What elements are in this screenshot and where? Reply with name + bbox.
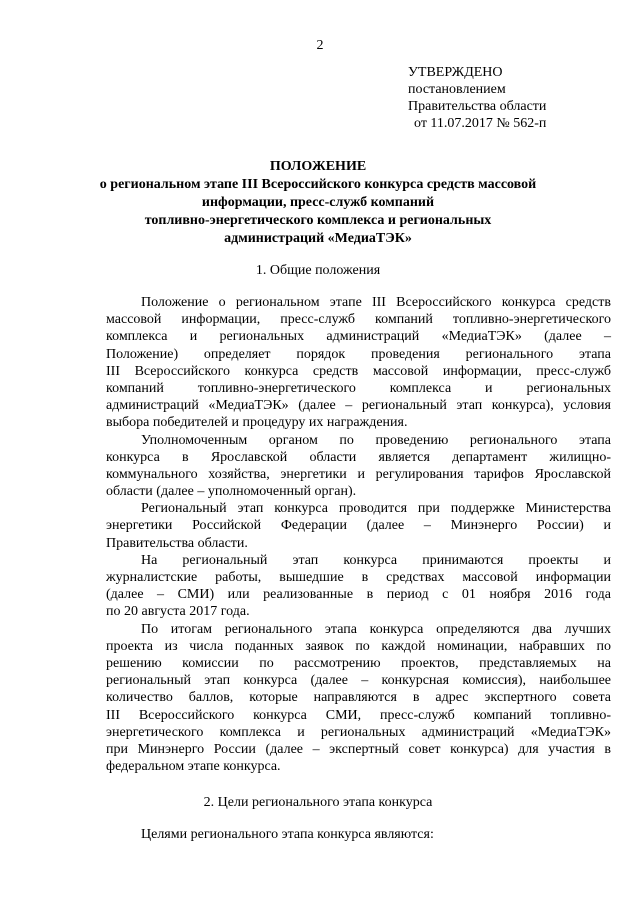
approval-line: от 11.07.2017 № 562-п <box>414 116 547 131</box>
text-line: III Всероссийского конкурса СМИ, пресс-служб компаний топливно- <box>106 707 611 723</box>
text-line: На региональный этап конкурса принимаются проекты и <box>141 552 611 568</box>
text-line: Целями регионального этапа конкурса являются: <box>141 827 434 842</box>
section-heading-goals: 2. Цели регионального этапа конкурса <box>203 795 433 810</box>
text-line: Уполномоченным органом по проведению регионального этапа <box>141 432 611 448</box>
text-line: массовой информации, пресс-служб компаний топливно-энергетического <box>106 312 611 328</box>
title-line: о региональном этапе III Всероссийского конкурса средств массовой <box>99 177 537 192</box>
text-line: Положение) определяет порядок проведения регионального этапа <box>106 346 611 362</box>
page-number: 2 <box>316 38 324 53</box>
title-line: топливно-энергетического комплекса и региональных <box>144 213 492 228</box>
text-line: коммунального хозяйства, энергетики и регулирования тарифов Ярославской <box>106 466 611 482</box>
text-line: Положение о региональном этапе III Всероссийского конкурса средств <box>141 295 611 310</box>
text-line: администраций «МедиаТЭК» (далее – региональный этап конкурса), условия <box>106 398 611 414</box>
text-line: Правительства области. <box>106 535 248 551</box>
text-line: По итогам регионального этапа конкурса определяются два лучших <box>141 621 611 637</box>
text-line: проекта из числа поданных заявок по каждой номинации, набравших по <box>106 638 611 654</box>
text-line: решению комиссии по рассмотрению проектов, представляемых на <box>106 655 611 671</box>
title-line: администраций «МедиаТЭК» <box>224 231 412 246</box>
section-body-general <box>106 294 611 775</box>
approval-line: постановлением <box>408 82 506 97</box>
text-line: по 20 августа 2017 года. <box>106 604 250 620</box>
title-heading: ПОЛОЖЕНИЕ <box>269 159 367 174</box>
section-body-goals <box>106 826 611 843</box>
text-line: конкурса в Ярославской области является департамент жилищно- <box>106 449 611 465</box>
text-line: компаний топливно-энергетического комплекса и региональных <box>106 380 611 396</box>
text-line: энергетического комплекса и региональных администраций «МедиаТЭК» <box>106 724 611 740</box>
text-line: III Всероссийского конкурса средств массовой информации, пресс-служб <box>106 363 611 379</box>
text-line: комплекса и региональных администраций «МедиаТЭК» (далее – <box>106 329 611 345</box>
text-line: области (далее – уполномоченный орган). <box>106 484 357 500</box>
text-line: энергетики Российской Федерации (далее – Минэнерго России) и <box>106 518 611 534</box>
approval-line: УТВЕРЖДЕНО <box>408 65 503 80</box>
text-line: количество баллов, которые направляются в адрес экспертного совета <box>106 690 611 706</box>
text-line: Региональный этап конкурса проводится при поддержке Министерства <box>141 501 611 517</box>
approval-stamp <box>408 64 628 132</box>
title-line: информации, пресс-служб компаний <box>201 195 435 210</box>
document-title <box>80 158 556 248</box>
text-line: федеральном этапе конкурса. <box>106 759 281 775</box>
text-line: выбора победителей и процедуру их награждения. <box>106 415 408 431</box>
section-heading-general: 1. Общие положения <box>255 263 381 278</box>
text-line: региональный этап конкурса (далее – конкурсная комиссия), наибольшее <box>106 673 611 689</box>
approval-line: Правительства области <box>408 99 547 114</box>
text-line: журналистские работы, вышедшие в средствах массовой информации <box>106 570 611 585</box>
text-line: (далее – СМИ) или реализованные в период с 01 ноября 2016 года <box>106 587 611 603</box>
text-line: при Минэнерго России (далее – экспертный совет конкурса) для участия в <box>106 741 611 757</box>
